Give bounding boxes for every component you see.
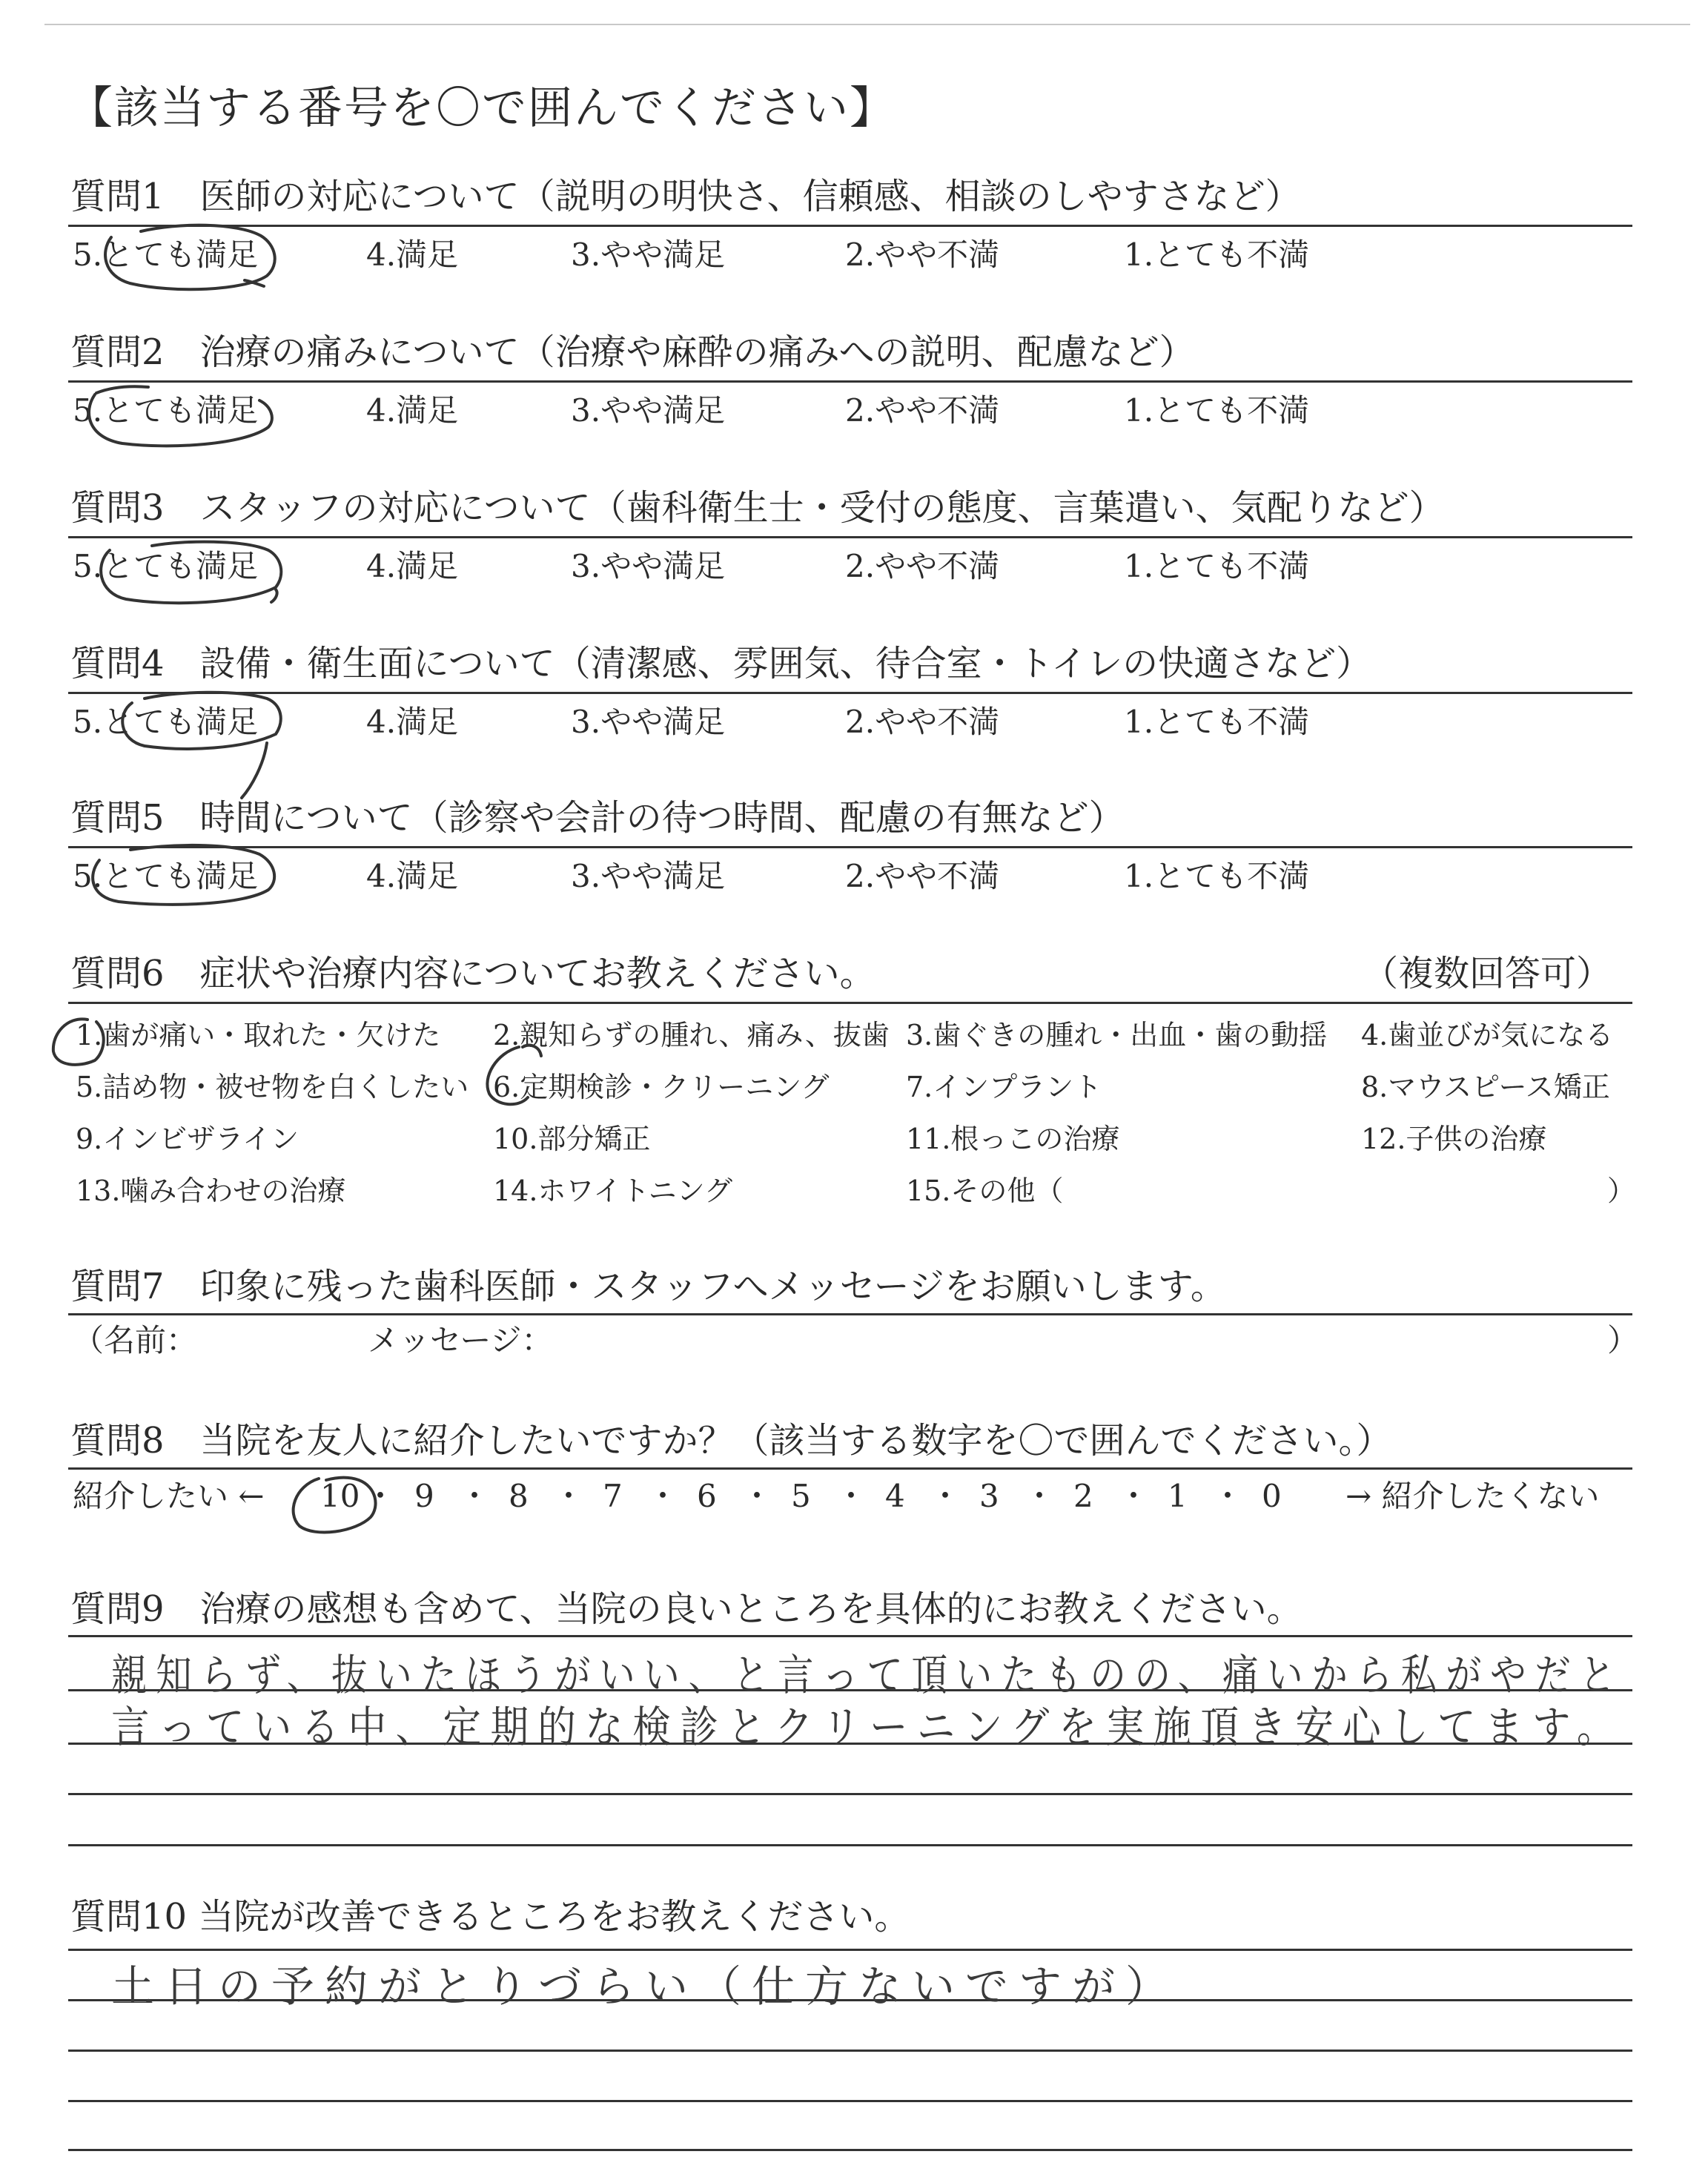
q2-option-3[interactable]: 3.やや満足 — [571, 392, 726, 429]
q2-option-5[interactable]: 5.とても満足 — [73, 392, 259, 429]
q3-option-3[interactable]: 3.やや満足 — [571, 548, 726, 584]
q8-left-label: 紹介したい ← — [73, 1478, 265, 1514]
question-9-title: 質問9 治療の感想も含めて、当院の良いところを具体的にお教えください。 — [70, 1588, 1302, 1630]
q8-scale-separator: ・ — [1024, 1478, 1056, 1514]
q6-item-9[interactable]: 9.インビザライン — [76, 1123, 299, 1155]
q8-scale-8[interactable]: 8 — [509, 1478, 529, 1514]
q8-scale-4[interactable]: 4 — [885, 1478, 905, 1514]
q6-item-1[interactable]: 1.歯が痛い・取れた・欠けた — [76, 1019, 441, 1051]
q9-answer-line-1: 親知らず、抜いたほうがいい、と言って頂いたものの、痛いから私がやだと — [111, 1650, 1624, 1700]
q8-scale-separator: ・ — [741, 1478, 773, 1514]
q5-option-1[interactable]: 1.とても不満 — [1124, 858, 1310, 894]
question-5-rule — [68, 846, 1632, 848]
q1-option-4[interactable]: 4.満足 — [366, 237, 459, 273]
q8-scale-separator: ・ — [553, 1478, 585, 1514]
question-1-rule — [68, 225, 1632, 227]
q6-item-2[interactable]: 2.親知らずの腫れ、痛み、抜歯 — [493, 1019, 890, 1051]
q6-item-11[interactable]: 11.根っこの治療 — [906, 1123, 1120, 1155]
q3-option-1[interactable]: 1.とても不満 — [1124, 548, 1310, 584]
q4-option-3[interactable]: 3.やや満足 — [571, 704, 726, 740]
q6-other-close-paren: ） — [1607, 1175, 1636, 1207]
q8-scale-10[interactable]: 10 — [320, 1478, 360, 1514]
q9-line-4 — [68, 1793, 1632, 1795]
q1-option-1[interactable]: 1.とても不満 — [1124, 237, 1310, 273]
scan-top-edge — [44, 24, 1690, 25]
q2-option-2[interactable]: 2.やや不満 — [845, 392, 1000, 429]
question-10-title: 質問10 当院が改善できるところをお教えください。 — [70, 1896, 910, 1938]
q8-scale — [320, 1477, 1358, 1516]
question-3-rule — [68, 536, 1632, 538]
q6-item-3[interactable]: 3.歯ぐきの腫れ・出血・歯の動揺 — [906, 1019, 1328, 1051]
q8-scale-7[interactable]: 7 — [603, 1478, 623, 1514]
q8-scale-separator: ・ — [1118, 1478, 1150, 1514]
q6-item-4[interactable]: 4.歯並びが気になる — [1361, 1019, 1614, 1051]
q8-scale-9[interactable]: 9 — [414, 1478, 434, 1514]
question-2-rule — [68, 380, 1632, 383]
q5-option-5[interactable]: 5.とても満足 — [73, 858, 259, 894]
q8-scale-separator: ・ — [365, 1478, 397, 1514]
q6-item-15[interactable]: 15.その他（ — [906, 1175, 1064, 1207]
page-title: 【該当する番号を〇で囲んでください】 — [68, 82, 896, 134]
q8-scale-3[interactable]: 3 — [979, 1478, 999, 1514]
q10-line-1 — [68, 1949, 1632, 1951]
q9-answer-line-2: 言っている中、定期的な検診とクリーニングを実施頂き安心してます。 — [111, 1702, 1624, 1752]
q7-name-label[interactable]: （名前： — [73, 1322, 198, 1358]
q4-option-1[interactable]: 1.とても不満 — [1124, 704, 1310, 740]
q8-right-label: → 紹介したくない — [1345, 1478, 1600, 1514]
q4-option-2[interactable]: 2.やや不満 — [845, 704, 1000, 740]
q5-option-3[interactable]: 3.やや満足 — [571, 858, 726, 894]
q4-option-5[interactable]: 5.とても満足 — [73, 704, 259, 740]
q2-option-1[interactable]: 1.とても不満 — [1124, 392, 1310, 429]
q3-option-4[interactable]: 4.満足 — [366, 548, 459, 584]
q8-scale-5[interactable]: 5 — [791, 1478, 811, 1514]
question-6-title: 質問6 症状や治療内容についてお教えください。 — [70, 953, 875, 994]
question-6-note: （複数回答可） — [1363, 953, 1612, 994]
q9-line-5 — [68, 1844, 1632, 1846]
question-4-rule — [68, 692, 1632, 694]
question-8-title: 質問8 当院を友人に紹介したいですか？（該当する数字を〇で囲んでください。） — [70, 1420, 1392, 1462]
q6-item-10[interactable]: 10.部分矯正 — [493, 1123, 651, 1155]
q10-line-5 — [68, 2149, 1632, 2151]
q8-scale-1[interactable]: 1 — [1168, 1478, 1188, 1514]
q1-option-3[interactable]: 3.やや満足 — [571, 237, 726, 273]
q10-line-3 — [68, 2050, 1632, 2052]
q5-option-2[interactable]: 2.やや不満 — [845, 858, 1000, 894]
q6-item-8[interactable]: 8.マウスピース矯正 — [1361, 1071, 1610, 1103]
q8-scale-separator: ・ — [930, 1478, 961, 1514]
q9-line-1 — [68, 1635, 1632, 1637]
q6-item-12[interactable]: 12.子供の治療 — [1361, 1123, 1547, 1155]
q6-item-7[interactable]: 7.インプラント — [906, 1071, 1102, 1103]
question-5-title: 質問5 時間について（診察や会計の待つ時間、配慮の有無など） — [70, 797, 1125, 839]
question-8-rule — [68, 1467, 1632, 1470]
q6-item-6[interactable]: 6.定期検診・クリーニング — [493, 1071, 830, 1103]
q10-line-4 — [68, 2100, 1632, 2102]
question-7-title: 質問7 印象に残った歯科医師・スタッフへメッセージをお願いします。 — [70, 1266, 1226, 1307]
q3-option-2[interactable]: 2.やや不満 — [845, 548, 1000, 584]
q7-close-paren: ） — [1607, 1322, 1639, 1358]
q6-item-5[interactable]: 5.詰め物・被せ物を白くしたい — [76, 1071, 469, 1103]
q8-scale-2[interactable]: 2 — [1073, 1478, 1093, 1514]
q2-option-4[interactable]: 4.満足 — [366, 392, 459, 429]
q8-scale-separator: ・ — [835, 1478, 867, 1514]
q5-option-4[interactable]: 4.満足 — [366, 858, 459, 894]
q1-option-2[interactable]: 2.やや不満 — [845, 237, 1000, 273]
question-4-title: 質問4 設備・衛生面について（清潔感、雰囲気、待合室・トイレの快適さなど） — [70, 643, 1372, 684]
q8-scale-separator: ・ — [647, 1478, 679, 1514]
q8-scale-6[interactable]: 6 — [697, 1478, 717, 1514]
q6-item-14[interactable]: 14.ホワイトニング — [493, 1175, 733, 1207]
q4-option-4[interactable]: 4.満足 — [366, 704, 459, 740]
question-1-title: 質問1 医師の対応について（説明の明快さ、信頼感、相談のしやすさなど） — [70, 176, 1301, 217]
q7-message-label[interactable]: メッセージ： — [368, 1322, 553, 1358]
q10-answer-line-1: 土日の予約がとりづらい（仕方ないですが） — [111, 1961, 1179, 2012]
q6-item-13[interactable]: 13.噛み合わせの治療 — [76, 1175, 346, 1207]
q8-scale-separator: ・ — [1212, 1478, 1244, 1514]
q8-scale-separator: ・ — [459, 1478, 491, 1514]
q3-option-5[interactable]: 5.とても満足 — [73, 548, 259, 584]
q8-scale-0[interactable]: 0 — [1262, 1478, 1282, 1514]
question-7-rule — [68, 1313, 1632, 1315]
question-2-title: 質問2 治療の痛みについて（治療や麻酔の痛みへの説明、配慮など） — [70, 331, 1195, 373]
question-6-rule — [68, 1002, 1632, 1004]
question-3-title: 質問3 スタッフの対応について（歯科衛生士・受付の態度、言葉遣い、気配りなど） — [70, 487, 1445, 529]
q1-option-5[interactable]: 5.とても満足 — [73, 237, 259, 273]
